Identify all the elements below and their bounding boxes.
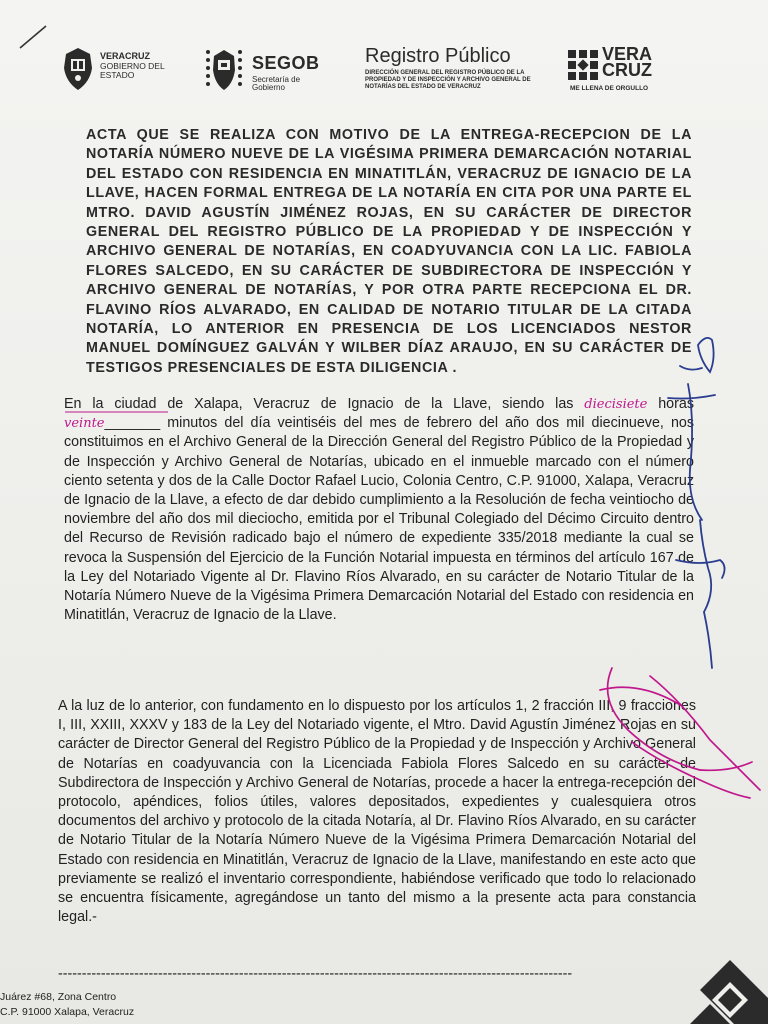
veracruz-gov-title: VERACRUZ <box>100 51 151 61</box>
handwritten-minutes: veinte <box>64 416 105 432</box>
registro-publico-logo <box>365 42 535 100</box>
opening-text-rest: _______ minutos del día veintiséis del mes de febrero del año dos mil diecinueve, nos constituimos en el Archivo General de la Dirección General del Registro Público de la Propiedad y de Inspección y Archivo General de Notarías, ubicado en el inmueble marcado con el número ciento setenta y dos de la Calle Doctor Rafael Lucio, Colonia Centro, C.P. 91000, Xalapa, Veracruz de Ignacio de la Llave, a efecto de dar debido cumplimiento a la Resolución de fecha veintiocho de noviembre del año dos mil dieciocho, emitida por el Tribunal Colegiado del Décimo Circuito dentro del Recurso de Revisión radicado bajo el número de expediente 335/2018 mediante la cual se revoca la Suspensión del Ejercicio de la Función Notarial impuesta en términos del artículo 167 de la Ley del Notariado Vigente al Dr. Flavino Ríos Alvarado, en su carácter de Notario Titular de la Notaría Número Nueve de la Vigésima Primera Demarcación Notarial del Estado con residencia en Minatitlán, Veracruz de Ignacio de la Llave. <box>64 415 694 624</box>
document-heading: ACTA QUE SE REALIZA CON MOTIVO DE LA ENTREGA-RECEPCION DE LA NOTARÍA NÚMERO NUEVE DE LA VIGÉSIMA PRIMERA DEMARCACIÓN NOTARIAL DEL ESTADO CON RESIDENCIA EN MINATITLÁN, VERACRUZ DE IGNACIO DE LA LLAVE, HACEN FORMAL ENTREGA DE LA NOTARÍA EN CITA POR UNA PARTE EL MTRO. DAVID AGUSTÍN JIMÉNEZ ROJAS, EN SU CARÁCTER DE DIRECTOR GENERAL DEL REGISTRO PÚBLICO DE LA PROPIEDAD Y DE INSPECCIÓN Y ARCHIVO GENERAL DE NOTARÍAS, EN COADYUVANCIA CON LA LIC. FABIOLA FLORES SALCEDO, EN SU CARÁCTER DE SUBDIRECTORA DE INSPECCIÓN Y ARCHIVO GENERAL DE NOTARÍAS, Y POR OTRA PARTE RECEPCIONA EL DR. FLAVINO RÍOS ALVARADO, EN CALIDAD DE NOTARIO TITULAR DE LA CITADA NOTARÍA, LO ANTERIOR EN PRESENCIA DE LOS LICENCIADOS NESTOR MANUEL DOMÍNGUEZ GALVÁN Y WILBER DÍAZ ARAUJO, EN SU CARÁCTER DE TESTIGOS PRESENCIALES DE ESTA DILIGENCIA . <box>86 127 692 376</box>
registro-publico-title: Registro Público <box>365 45 511 67</box>
segob-emblem-icon <box>202 44 246 96</box>
segob-title: SEGOB <box>252 53 320 73</box>
coat-of-arms-icon <box>60 46 96 92</box>
pen-stroke-mark <box>20 26 46 48</box>
veracruz-brand-logo <box>568 42 668 100</box>
dash-separator: ------------------------------------------------------------------------------------------------------------ <box>58 968 573 980</box>
paragraph-delivery <box>58 697 696 927</box>
veracruz-government-logo <box>60 42 180 100</box>
segob-logo <box>202 42 342 100</box>
corner-pattern-icon <box>690 960 768 1024</box>
veracruz-brand-tagline: ME LLENA DE ORGULLO <box>570 85 649 92</box>
opening-hours-word: horas <box>658 396 694 412</box>
footer-address <box>0 990 134 1020</box>
handwritten-hour: diecisiete <box>584 397 648 412</box>
veracruz-brand-title: VERA CRUZ <box>602 44 652 81</box>
segob-subtitle: Secretaría de Gobierno <box>252 75 301 93</box>
footer-address-line2: C.P. 91000 Xalapa, Veracruz <box>0 1006 135 1018</box>
footer-address-line1: Juárez #68, Zona Centro <box>0 991 117 1003</box>
pattern-emblem-icon <box>568 50 598 80</box>
letterhead <box>60 42 700 100</box>
delivery-text: A la luz de lo anterior, con fundamento en lo dispuesto por los artículos 1, 2 fracción III, 9 fracciones I, III, XXIII, XXXV y 183 de la Ley del Notariado vigente, el Mtro. David Agustín Jiménez Rojas en su carácter de Director General del Registro Público de la Propiedad y de Inspección y Archivo General de Notarías en coadyuvancia con la Licenciada Fabiola Flores Salcedo en su carácter de Subdirectora de Inspección y Archivo General de Notarías, procede a hacer la entrega-recepción del protocolo, apéndices, folios útiles, valores depositados, expedientes y cualesquiera otros documentos del archivo y protocolo de la citada Notaría, al Dr. Flavino Ríos Alvarado, en su carácter de Notario Titular de la Notaría Número Nueve de la Vigésima Primera Demarcación Notarial del Estado con residencia en Minatitlán, Veracruz de Ignacio de la Llave, manifestando en este acto que previamente se realizó el inventario correspondiente, habiéndose verificado que todo lo relacionado se encuentra físicamente, agregándose un tanto del mismo a la presente acta para constancia legal.- <box>58 698 696 926</box>
paragraph-opening <box>64 395 694 625</box>
registro-publico-subtitle: DIRECCIÓN GENERAL DEL REGISTRO PÚBLICO DE LA PROPIEDAD Y DE INSPECCIÓN Y ARCHIVO GENERAL DE NOTARÍAS DEL ESTADO DE VERACRUZ <box>365 70 531 90</box>
veracruz-gov-subtitle: GOBIERNO DEL ESTADO <box>100 61 165 80</box>
opening-text-start: En la ciudad de Xalapa, Veracruz de Ignacio de la Llave, siendo las <box>64 396 574 412</box>
